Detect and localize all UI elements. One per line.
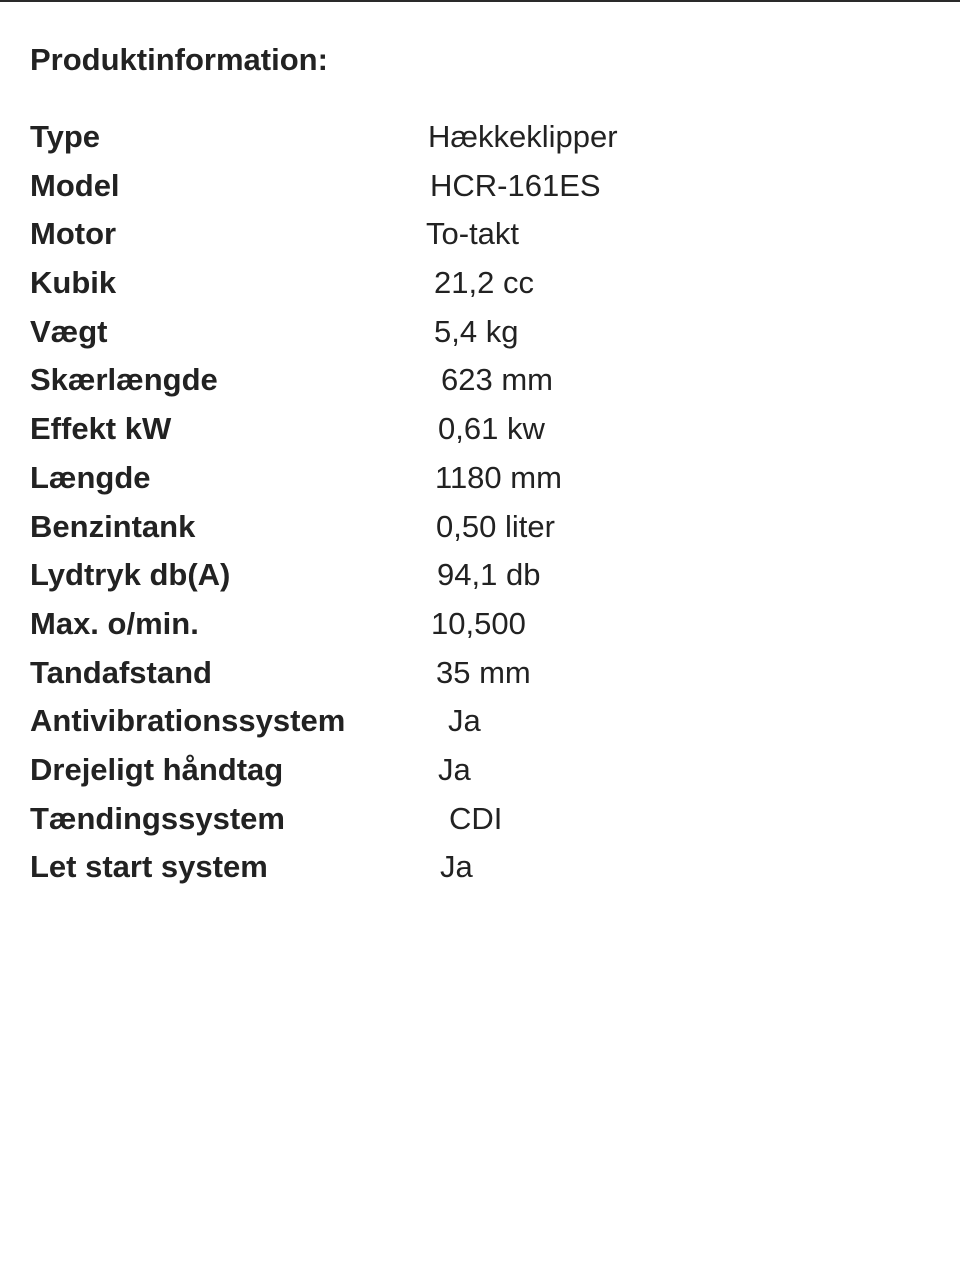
spec-row-taendingssystem xyxy=(30,797,930,846)
spec-label: Længde xyxy=(30,459,151,495)
spec-value: 0,61 kw xyxy=(438,411,545,447)
spec-value: HCR-161ES xyxy=(430,167,601,203)
spec-value: Ja xyxy=(440,849,473,885)
spec-row-let-start xyxy=(30,845,930,894)
spec-label: Motor xyxy=(30,216,117,252)
spec-row-max-omin xyxy=(30,602,930,651)
spec-row-vaegt xyxy=(30,310,930,359)
spec-value: 1180 mm xyxy=(435,459,562,495)
spec-table xyxy=(30,115,930,894)
spec-row-type xyxy=(30,115,930,164)
spec-value: Hækkeklipper xyxy=(428,119,618,154)
spec-row-laengde xyxy=(30,456,930,505)
spec-label: Tændingssystem xyxy=(30,800,285,836)
spec-label: Effekt kW xyxy=(30,411,172,447)
spec-label: Max. o/min. xyxy=(30,605,199,641)
spec-label: Drejeligt håndtag xyxy=(30,751,284,787)
spec-value: 5,4 kg xyxy=(434,313,519,349)
spec-label: Benzintank xyxy=(30,508,196,544)
spec-row-antivibration xyxy=(30,699,930,748)
spec-row-lydtryk xyxy=(30,553,930,602)
spec-row-effekt xyxy=(30,407,930,456)
spec-label: Kubik xyxy=(30,265,117,301)
spec-label: Lydtryk db(A) xyxy=(30,557,231,593)
spec-row-skaerlaengde xyxy=(30,358,930,407)
spec-value: To-takt xyxy=(426,216,520,252)
spec-row-benzintank xyxy=(30,505,930,554)
spec-label: Skærlængde xyxy=(30,362,218,398)
top-divider xyxy=(0,0,960,2)
spec-row-motor xyxy=(30,212,930,261)
spec-label: Vægt xyxy=(30,313,108,349)
spec-label: Let start system xyxy=(30,849,268,885)
spec-row-kubik xyxy=(30,261,930,310)
spec-value: Ja xyxy=(448,703,481,739)
spec-label: Tandafstand xyxy=(30,654,212,690)
spec-value: Ja xyxy=(438,751,471,787)
page-title: Produktinformation: xyxy=(30,42,328,77)
spec-value: 0,50 liter xyxy=(436,508,555,544)
spec-row-model xyxy=(30,164,930,213)
spec-value: CDI xyxy=(449,800,503,836)
spec-value: 623 mm xyxy=(441,362,553,398)
spec-value: 21,2 cc xyxy=(434,265,534,301)
spec-value: 10,500 xyxy=(431,605,526,641)
spec-label: Model xyxy=(30,167,120,203)
spec-value: 35 mm xyxy=(436,654,531,690)
spec-label: Type xyxy=(30,119,101,154)
spec-value: 94,1 db xyxy=(437,557,541,593)
spec-row-tandafstand xyxy=(30,651,930,700)
spec-row-drejeligt-handtag xyxy=(30,748,930,797)
spec-label: Antivibrationssystem xyxy=(30,703,346,739)
